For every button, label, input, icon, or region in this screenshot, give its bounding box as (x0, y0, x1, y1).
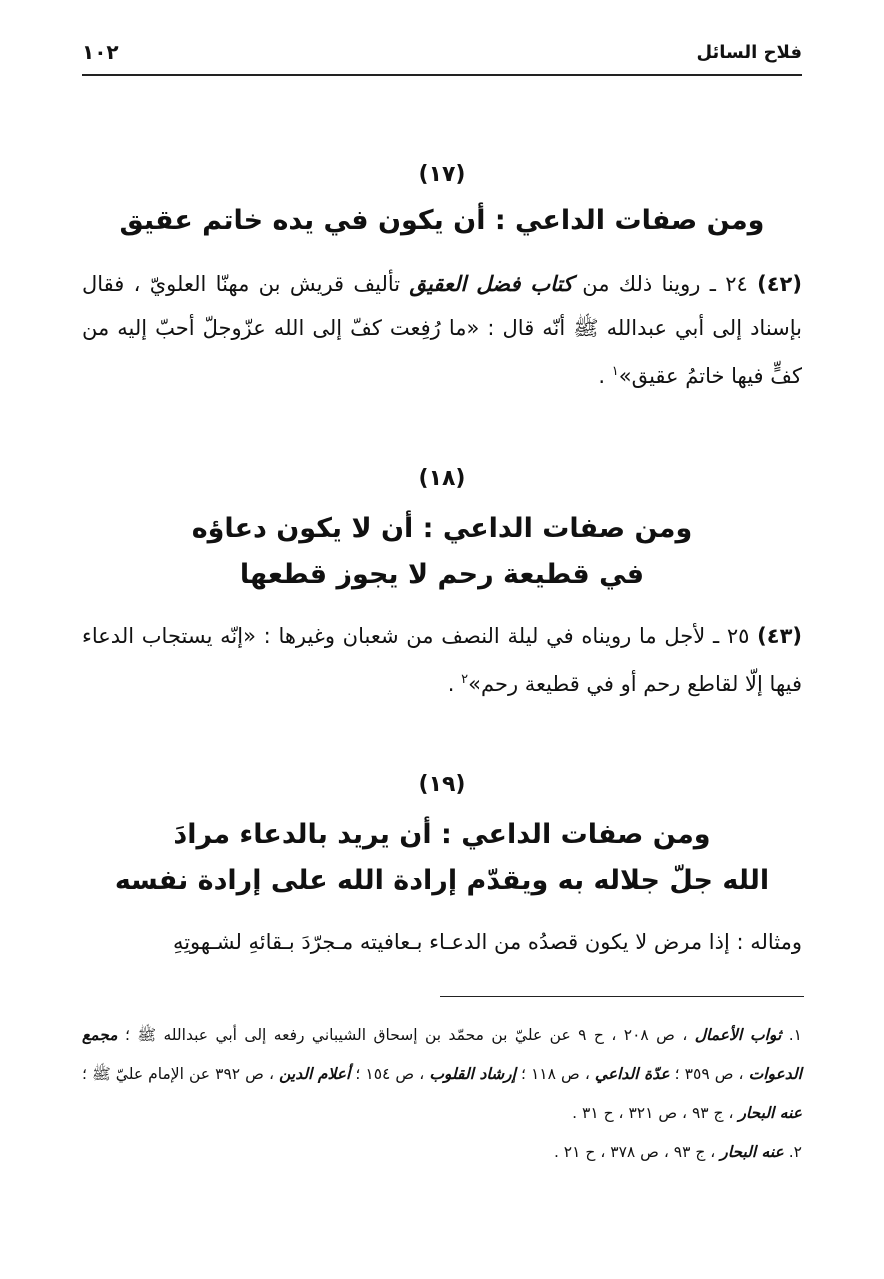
footnote-marker: ٢ (461, 672, 469, 687)
footnote-marker: ١ (611, 364, 619, 379)
paragraph-43 (82, 614, 802, 706)
footnote-1 (82, 1016, 802, 1133)
section-number: (١٨) (418, 466, 466, 491)
header-divider (82, 74, 802, 76)
source-detail: ، ج ٩٣ ، ص ٣٢١ ، ح ٣١ . (572, 1104, 734, 1122)
source-title: عدّة الداعي (594, 1065, 670, 1083)
section-title: ومن صفات الداعي : أن لا يكون دعاؤه (191, 513, 693, 544)
source-title: ثواب الأعمال (694, 1026, 782, 1044)
paragraph-44 (82, 920, 802, 964)
book-reference: كتاب فضل العقيق (409, 272, 573, 296)
source-title: مجمع الدعوات (82, 1026, 802, 1083)
section-17-heading (82, 160, 802, 244)
footnote-divider (440, 996, 804, 997)
hadith-number: ٢٤ ـ (709, 272, 748, 296)
section-number: (١٧) (418, 162, 466, 187)
source-title: عنه البحار (738, 1104, 802, 1122)
footnote-mark: ٢. (788, 1143, 802, 1161)
footnote-mark: ١. (788, 1026, 802, 1044)
paragraph-text: روينا ذلك من (582, 272, 701, 296)
paragraph-end: . (447, 672, 455, 696)
page-number: ١٠٢ (82, 40, 119, 64)
running-header (82, 38, 802, 74)
paragraph-ref: (٤٣) (757, 624, 802, 648)
footnote-2 (82, 1133, 802, 1172)
section-title: الله جلّ جلاله به ويقدّم إرادة الله على إرادة نفسه (114, 865, 770, 896)
paragraph-ref: (٤٢) (757, 272, 802, 296)
paragraph-text: لأجل ما رويناه في ليلة النصف من شعبان وغيرها : «إنّه يستجاب الدعاء فيها إلّا لقاطع رحم أو في قطيعة رحم» (82, 624, 802, 696)
section-title: ومن صفات الداعي : أن يريد بالدعاء مرادَ (173, 819, 711, 850)
source-detail: ، ص ١١٨ ؛ (520, 1065, 590, 1083)
source-detail: ، ص ١٥٤ ؛ (355, 1065, 425, 1083)
book-title: فلاح السائل (696, 42, 802, 63)
paragraph-42 (82, 262, 802, 398)
source-title: عنه البحار (720, 1143, 784, 1161)
section-title: ومن صفات الداعي : أن يكون في يده خاتم عقيق (119, 205, 765, 236)
section-number: (١٩) (418, 772, 466, 797)
paragraph-text: تأليف قريش بن مهنّا العلويّ ، فقال بإسناد إلى أبي عبدالله ﷺ أنّه قال : «ما رُفِعت كفّ إلى الله عزّوجلّ أحبّ إليه من كفٍّ فيها خاتمُ عقيق» (82, 272, 802, 388)
section-title: في قطيعة رحم لا يجوز قطعها (239, 559, 645, 590)
paragraph-text: ومثاله : إذا مرض لا يكون قصدُه من الدعـاء بـعافيته مـجرّدَ بـقائهِ لشـهوتِهِ (172, 930, 802, 954)
section-19-heading (82, 770, 802, 904)
section-18-heading (82, 464, 802, 598)
source-detail: ، ص ٢٠٨ ، ح ٩ عن عليّ بن محمّد بن إسحاق الشيباني رفعه إلى أبي عبدالله ﷺ ؛ (124, 1026, 688, 1044)
hadith-number: ٢٥ ـ (712, 624, 750, 648)
source-title: إرشاد القلوب (429, 1065, 516, 1083)
source-title: أعلام الدين (279, 1065, 351, 1083)
paragraph-end: . (598, 364, 606, 388)
source-detail: ، ج ٩٣ ، ص ٣٧٨ ، ح ٢١ . (553, 1143, 716, 1161)
source-detail: ، ص ٣٩٢ عن الإمام عليّ ﷺ ؛ (82, 1065, 274, 1083)
source-detail: ، ص ٣٥٩ ؛ (674, 1065, 744, 1083)
footnotes (82, 1016, 802, 1172)
